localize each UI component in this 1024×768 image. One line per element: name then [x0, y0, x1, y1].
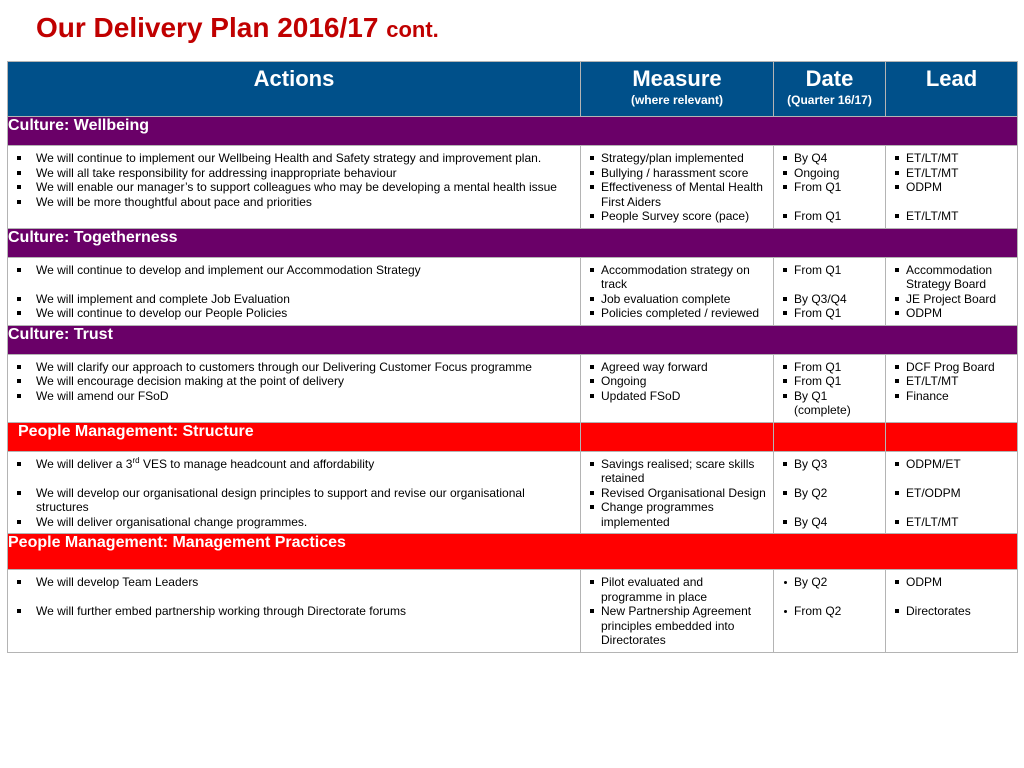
list-item: ET/LT/MT [886, 515, 1011, 530]
list-item: Change programmes implemented [581, 500, 767, 529]
list-item: We will implement and complete Job Evaluation [8, 292, 574, 307]
list-item: We will continue to develop our People Policies [8, 306, 574, 321]
list-item: From Q2 [774, 604, 879, 619]
list-item: By Q2 [774, 486, 879, 501]
list-item: Job evaluation complete [581, 292, 767, 307]
list-item: We will encourage decision making at the point of delivery [8, 374, 574, 389]
list-item: ET/LT/MT [886, 151, 1011, 166]
list-item: Accommodation strategy on track [581, 263, 767, 292]
list-item: Pilot evaluated and programme in place [581, 575, 767, 604]
list-item: We will deliver organisational change programmes. [8, 515, 574, 530]
list-item: From Q1 [774, 374, 879, 389]
list-item: From Q1 [774, 360, 879, 375]
measure-cell [581, 570, 774, 653]
header-measure: Measure (where relevant) [581, 62, 774, 117]
list-item: Accommodation Strategy Board [886, 263, 1011, 292]
list-item: We will continue to develop and implement our Accommodation Strategy [8, 263, 574, 278]
date-cell [774, 354, 886, 422]
list-item: From Q1 [774, 180, 879, 195]
actions-cell [8, 146, 581, 229]
section-row-trust [8, 325, 1018, 354]
list-item: By Q3 [774, 457, 879, 472]
list-item: DCF Prog Board [886, 360, 1011, 375]
date-cell [774, 570, 886, 653]
section-empty-cell [774, 422, 886, 451]
table-header-row [8, 62, 1018, 117]
list-item: Directorates [886, 604, 1011, 619]
list-item: Savings realised; scare skills retained [581, 457, 767, 486]
header-measure-sub: (where relevant) [630, 93, 724, 107]
list-item: Strategy/plan implemented [581, 151, 767, 166]
table-row [8, 451, 1018, 534]
list-item: Effectiveness of Mental Health First Aiders [581, 180, 767, 209]
table-row [8, 257, 1018, 325]
list-item: From Q1 [774, 306, 879, 321]
table-row [8, 146, 1018, 229]
section-row-togetherness [8, 228, 1018, 257]
list-item: By Q4 [774, 515, 879, 530]
section-row-practices [8, 534, 1018, 570]
list-item: We will be more thoughtful about pace and priorities [8, 195, 574, 210]
list-item: From Q1 [774, 209, 879, 224]
section-title: Culture: Togetherness [8, 228, 1018, 257]
lead-cell [886, 146, 1018, 229]
list-item: We will all take responsibility for addressing inappropriate behaviour [8, 166, 574, 181]
page-title [36, 12, 439, 44]
list-item: ET/LT/MT [886, 209, 1011, 224]
lead-cell [886, 570, 1018, 653]
list-item: Bullying / harassment score [581, 166, 767, 181]
list-item: We will continue to implement our Wellbeing Health and Safety strategy and improvement plan. [8, 151, 574, 166]
list-item: Ongoing [581, 374, 767, 389]
list-item: Agreed way forward [581, 360, 767, 375]
list-item: From Q1 [774, 263, 879, 278]
list-item: By Q1 (complete) [774, 389, 879, 418]
table-row [8, 570, 1018, 653]
list-item: New Partnership Agreement principles embedded into Directorates [581, 604, 767, 648]
list-item: ET/LT/MT [886, 374, 1011, 389]
list-item: We will clarify our approach to customers through our Delivering Customer Focus programme [8, 360, 574, 375]
header-date: Date (Quarter 16/17) [774, 62, 886, 117]
measure-cell [581, 354, 774, 422]
header-date-sub: (Quarter 16/17) [787, 93, 872, 107]
list-item: By Q2 [774, 575, 879, 590]
section-title: People Management: Structure [8, 422, 581, 451]
list-item: Policies completed / reviewed [581, 306, 767, 321]
lead-cell [886, 257, 1018, 325]
list-item: By Q4 [774, 151, 879, 166]
list-item: Updated FSoD [581, 389, 767, 404]
list-item: We will develop Team Leaders [8, 575, 574, 590]
list-item: We will further embed partnership working through Directorate forums [8, 604, 574, 619]
actions-cell [8, 451, 581, 534]
list-item: ODPM [886, 306, 1011, 321]
list-item: We will enable our manager’s to support colleagues who may be developing a mental health issue [8, 180, 574, 195]
list-item: ET/LT/MT [886, 166, 1011, 181]
list-item: ODPM [886, 180, 1011, 195]
list-item: ET/ODPM [886, 486, 1011, 501]
actions-cell [8, 354, 581, 422]
section-title: Culture: Wellbeing [8, 117, 1018, 146]
section-empty-cell [886, 422, 1018, 451]
title-cont: cont. [386, 17, 439, 42]
section-row-structure [8, 422, 1018, 451]
list-item: By Q3/Q4 [774, 292, 879, 307]
list-item: Revised Organisational Design [581, 486, 767, 501]
list-item: Ongoing [774, 166, 879, 181]
list-item: People Survey score (pace) [581, 209, 767, 224]
title-main: Our Delivery Plan 2016/17 [36, 12, 379, 43]
delivery-plan-table [7, 61, 1018, 653]
header-lead: Lead [886, 62, 1018, 117]
lead-cell [886, 451, 1018, 534]
header-actions: Actions [8, 62, 581, 117]
section-row-wellbeing [8, 117, 1018, 146]
section-title: Culture: Trust [8, 325, 1018, 354]
date-cell [774, 146, 886, 229]
actions-cell [8, 570, 581, 653]
section-empty-cell [581, 422, 774, 451]
list-item: ODPM/ET [886, 457, 1011, 472]
list-item: We will amend our FSoD [8, 389, 574, 404]
measure-cell [581, 451, 774, 534]
list-item: Finance [886, 389, 1011, 404]
list-item: JE Project Board [886, 292, 1011, 307]
actions-cell [8, 257, 581, 325]
date-cell [774, 257, 886, 325]
lead-cell [886, 354, 1018, 422]
list-item: We will deliver a 3rd VES to manage headcount and affordability [8, 457, 574, 472]
section-title: People Management: Management Practices [8, 534, 1018, 570]
measure-cell [581, 257, 774, 325]
list-item: ODPM [886, 575, 1011, 590]
table-row [8, 354, 1018, 422]
measure-cell [581, 146, 774, 229]
date-cell [774, 451, 886, 534]
list-item: We will develop our organisational design principles to support and revise our organisational structures [8, 486, 574, 515]
